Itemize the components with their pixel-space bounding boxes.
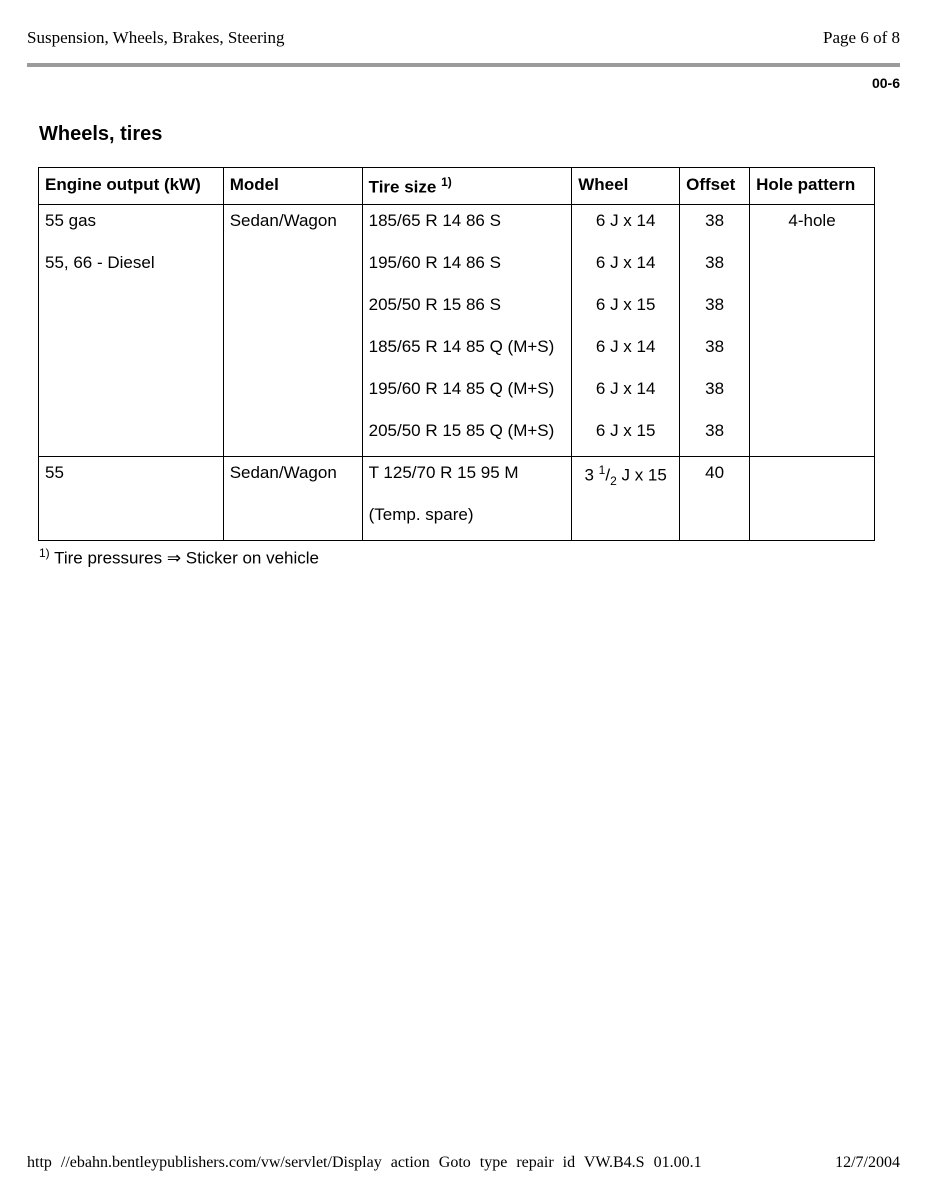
page-footer bbox=[27, 1154, 900, 1176]
section-code: 00-6 bbox=[871, 75, 900, 91]
cell-tire-size: T 125/70 R 15 95 M bbox=[362, 457, 572, 499]
cell-offset bbox=[680, 499, 750, 541]
cell-engine-output: 55 bbox=[39, 457, 224, 499]
cell-offset: 38 bbox=[680, 373, 750, 415]
cell-offset: 38 bbox=[680, 247, 750, 289]
col-header-offset: Offset bbox=[680, 168, 750, 205]
cell-offset: 38 bbox=[680, 205, 750, 247]
wheels-tires-table bbox=[38, 167, 875, 541]
footer-date: 12/7/2004 bbox=[835, 1154, 900, 1171]
cell-hole-pattern bbox=[750, 499, 875, 541]
cell-wheel: 6 J x 14 bbox=[572, 205, 680, 247]
cell-model bbox=[223, 415, 362, 457]
col-header-model: Model bbox=[223, 168, 362, 205]
col-header-engine-output: Engine output (kW) bbox=[39, 168, 224, 205]
cell-model bbox=[223, 373, 362, 415]
cell-wheel: 6 J x 14 bbox=[572, 331, 680, 373]
table-row bbox=[39, 205, 875, 247]
table-row bbox=[39, 331, 875, 373]
cell-model bbox=[223, 247, 362, 289]
cell-model: Sedan/Wagon bbox=[223, 457, 362, 499]
cell-model bbox=[223, 289, 362, 331]
cell-engine-output: 55, 66 - Diesel bbox=[39, 247, 224, 289]
cell-wheel: 6 J x 14 bbox=[572, 373, 680, 415]
cell-tire-size: 205/50 R 15 86 S bbox=[362, 289, 572, 331]
cell-tire-size: 205/50 R 15 85 Q (M+S) bbox=[362, 415, 572, 457]
col-header-wheel: Wheel bbox=[572, 168, 680, 205]
footnote-mark: 1) bbox=[441, 175, 452, 189]
cell-engine-output bbox=[39, 373, 224, 415]
cell-hole-pattern: 4-hole bbox=[750, 205, 875, 247]
cell-hole-pattern bbox=[750, 415, 875, 457]
footnote bbox=[39, 546, 319, 569]
table-header-row bbox=[39, 168, 875, 205]
footnote-mark: 1) bbox=[39, 546, 50, 560]
cell-model bbox=[223, 331, 362, 373]
footnote-text: Tire pressures ⇒ Sticker on vehicle bbox=[49, 548, 320, 568]
header-rule bbox=[27, 63, 900, 67]
cell-model bbox=[223, 499, 362, 541]
cell-offset: 38 bbox=[680, 331, 750, 373]
cell-offset: 38 bbox=[680, 415, 750, 457]
cell-model: Sedan/Wagon bbox=[223, 205, 362, 247]
cell-hole-pattern bbox=[750, 289, 875, 331]
cell-tire-size: 195/60 R 14 86 S bbox=[362, 247, 572, 289]
table-row bbox=[39, 247, 875, 289]
cell-engine-output bbox=[39, 499, 224, 541]
cell-tire-size: 185/65 R 14 85 Q (M+S) bbox=[362, 331, 572, 373]
col-header-tire-size: Tire size $^{1)}$ bbox=[362, 168, 572, 205]
cell-offset: 40 bbox=[680, 457, 750, 499]
header-section-title: Suspension, Wheels, Brakes, Steering bbox=[27, 28, 285, 47]
cell-hole-pattern bbox=[750, 247, 875, 289]
cell-hole-pattern bbox=[750, 373, 875, 415]
cell-wheel bbox=[572, 499, 680, 541]
cell-engine-output bbox=[39, 289, 224, 331]
cell-hole-pattern bbox=[750, 331, 875, 373]
table-row bbox=[39, 415, 875, 457]
cell-wheel-spare: 3 $^1/_2$ J x 15 bbox=[572, 457, 680, 499]
cell-wheel: 6 J x 15 bbox=[572, 289, 680, 331]
cell-engine-output bbox=[39, 331, 224, 373]
header-page-number: Page 6 of 8 bbox=[823, 28, 900, 47]
cell-tire-size: (Temp. spare) bbox=[362, 499, 572, 541]
cell-tire-size: 185/65 R 14 86 S bbox=[362, 205, 572, 247]
cell-wheel: 6 J x 15 bbox=[572, 415, 680, 457]
page-title: Wheels, tires bbox=[39, 123, 163, 145]
table-row bbox=[39, 289, 875, 331]
page-header bbox=[27, 28, 900, 50]
cell-wheel: 6 J x 14 bbox=[572, 247, 680, 289]
cell-engine-output: 55 gas bbox=[39, 205, 224, 247]
cell-engine-output bbox=[39, 415, 224, 457]
footer-url: http //ebahn.bentleypublishers.com/vw/servlet/Display action Goto type repair id VW.B4.S 01.00.1 bbox=[27, 1154, 702, 1171]
table-row bbox=[39, 499, 875, 541]
cell-offset: 38 bbox=[680, 289, 750, 331]
table-row bbox=[39, 457, 875, 499]
col-header-hole-pattern: Hole pattern bbox=[750, 168, 875, 205]
cell-tire-size: 195/60 R 14 85 Q (M+S) bbox=[362, 373, 572, 415]
cell-hole-pattern bbox=[750, 457, 875, 499]
table-row bbox=[39, 373, 875, 415]
